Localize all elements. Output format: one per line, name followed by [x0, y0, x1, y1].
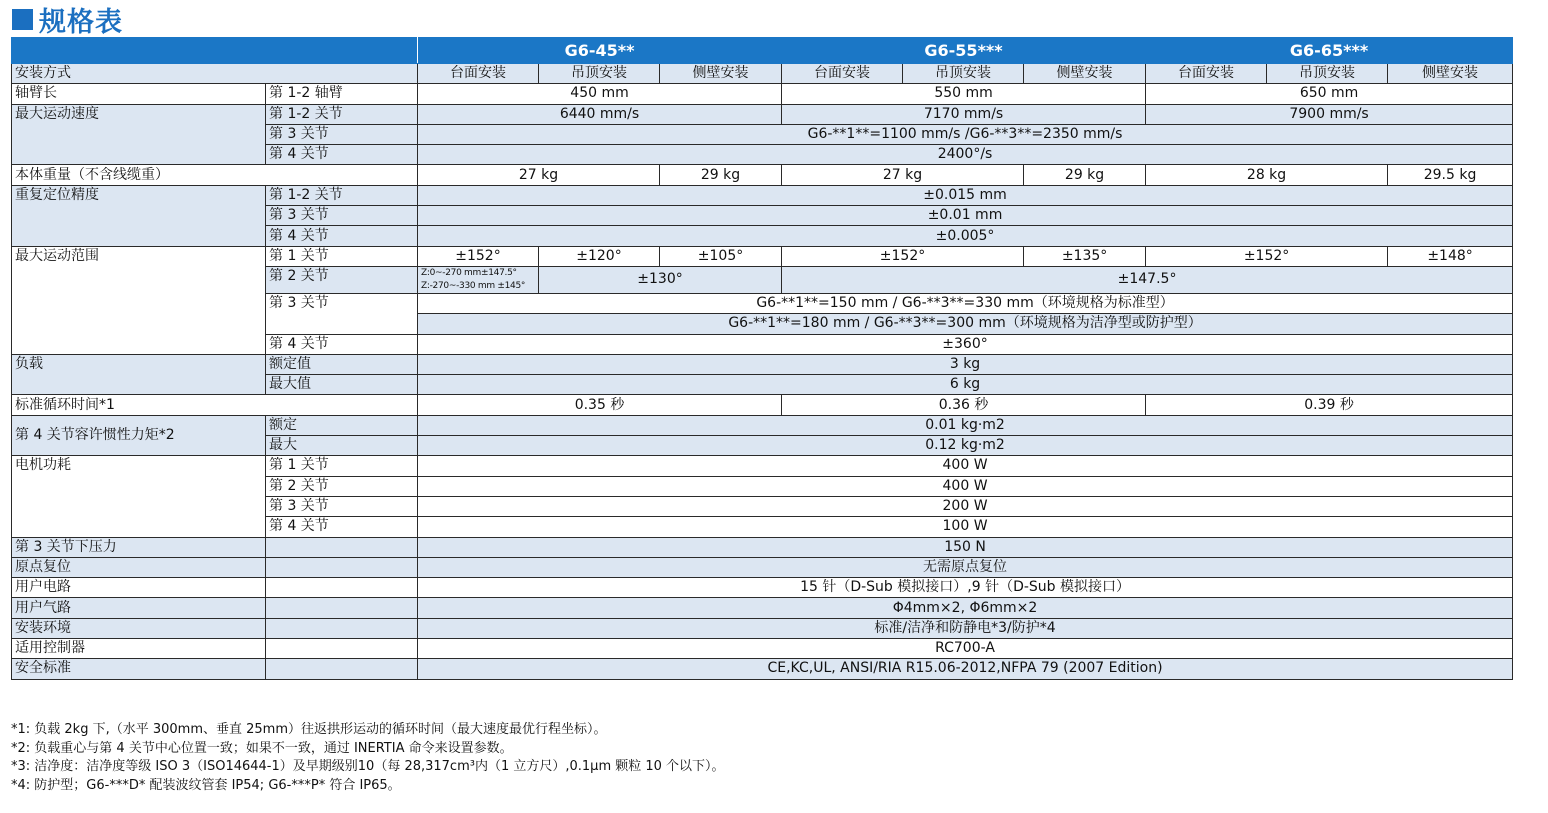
cell-value: ±130° [539, 266, 782, 293]
page-title [12, 2, 123, 36]
row-sublabel: 第 4 关节 [266, 226, 418, 246]
misc-row [12, 618, 1513, 638]
row-sublabel: 第 1-2 轴臂 [266, 84, 418, 104]
header-blank [12, 38, 418, 64]
row-label: 负载 [12, 354, 266, 395]
repeat-row [12, 185, 1513, 205]
cell-value: 400 W [418, 476, 1513, 496]
cell-value: 标准/洁净和防静电*3/防护*4 [418, 618, 1513, 638]
row-sublabel: 第 4 关节 [266, 334, 418, 354]
cell-value: 3 kg [418, 354, 1513, 374]
row-sublabel: 第 3 关节 [266, 124, 418, 144]
row-sublabel: 第 1-2 关节 [266, 104, 418, 124]
cell-value: ±135° [1024, 246, 1146, 266]
misc-row [12, 659, 1513, 679]
row-sublabel: 最大值 [266, 375, 418, 395]
cell-value: 0.39 秒 [1146, 395, 1513, 415]
payload-row [12, 354, 1513, 374]
cell-value: 29 kg [1024, 165, 1146, 185]
speed-row [12, 104, 1513, 124]
row-sublabel: 第 1-2 关节 [266, 185, 418, 205]
page-title-text: 规格表 [39, 6, 123, 38]
mount-row [12, 64, 1513, 84]
row-sublabel: 第 3 关节 [266, 206, 418, 226]
row-sublabel: 第 2 关节 [266, 476, 418, 496]
row-label: 轴臂长 [12, 84, 266, 104]
inertia-row [12, 415, 1513, 435]
cell-value: CE,KC,UL, ANSI/RIA R15.06-2012,NFPA 79 (2007 Edition) [418, 659, 1513, 679]
cell-value: ±120° [539, 246, 660, 266]
cell-value: G6-**1**=180 mm / G6-**3**=300 mm（环境规格为洁净型或防护型） [418, 314, 1513, 334]
footnote: *4: 防护型；G6-***D* 配装波纹管套 IP54; G6-***P* 符合 IP65。 [11, 777, 401, 793]
cell-value: 2400°/s [418, 145, 1513, 165]
j2-note-line: Z:-270~-330 mm ±145° [421, 280, 526, 291]
model-g6-55: G6-55*** [782, 38, 1146, 64]
cell-value: 200 W [418, 496, 1513, 516]
row-label: 最大运动范围 [12, 246, 266, 354]
row-sublabel-empty [266, 618, 418, 638]
cell-value: 15 针（D-Sub 模拟接口）,9 针（D-Sub 模拟接口） [418, 578, 1513, 598]
mount-type: 台面安装 [782, 64, 903, 84]
mount-type: 侧壁安装 [1388, 64, 1513, 84]
cell-value: ±148° [1388, 246, 1513, 266]
cell-value: 6 kg [418, 375, 1513, 395]
misc-row [12, 578, 1513, 598]
row-sublabel-empty [266, 639, 418, 659]
cell-value: 0.36 秒 [782, 395, 1146, 415]
cycle-row [12, 395, 1513, 415]
cell-value: 7170 mm/s [782, 104, 1146, 124]
cell-value: ±360° [418, 334, 1513, 354]
row-label: 适用控制器 [12, 639, 266, 659]
row-label: 用户电路 [12, 578, 266, 598]
cell-value: G6-**1**=1100 mm/s /G6-**3**=2350 mm/s [418, 124, 1513, 144]
misc-row [12, 557, 1513, 577]
spec-table [11, 37, 1513, 680]
footnotes [11, 721, 725, 795]
mount-type: 侧壁安装 [1024, 64, 1146, 84]
cell-value: 6440 mm/s [418, 104, 782, 124]
cell-value: 650 mm [1146, 84, 1513, 104]
mount-type: 吊顶安装 [1267, 64, 1388, 84]
row-sublabel-empty [266, 659, 418, 679]
footnote: *2: 负载重心与第 4 关节中心位置一致；如果不一致，通过 INERTIA 命令来设置参数。 [11, 740, 513, 756]
model-g6-65: G6-65*** [1146, 38, 1513, 64]
mount-type: 吊顶安装 [539, 64, 660, 84]
misc-row [12, 639, 1513, 659]
j2-note-cell [418, 266, 539, 293]
cell-value: G6-**1**=150 mm / G6-**3**=330 mm（环境规格为标准型） [418, 293, 1513, 313]
mount-type: 台面安装 [1146, 64, 1267, 84]
cell-value: ±105° [660, 246, 782, 266]
row-label: 重复定位精度 [12, 185, 266, 246]
row-label: 用户气路 [12, 598, 266, 618]
cell-value: 29.5 kg [1388, 165, 1513, 185]
misc-row [12, 598, 1513, 618]
row-label: 安全标准 [12, 659, 266, 679]
cell-value: RC700-A [418, 639, 1513, 659]
row-label: 安装方式 [12, 64, 418, 84]
cell-value: 400 W [418, 456, 1513, 476]
cell-value: ±0.015 mm [418, 185, 1513, 205]
motor-row [12, 456, 1513, 476]
row-sublabel: 额定值 [266, 354, 418, 374]
row-label: 最大运动速度 [12, 104, 266, 165]
cell-value: 0.35 秒 [418, 395, 782, 415]
row-sublabel-empty [266, 578, 418, 598]
mount-type: 侧壁安装 [660, 64, 782, 84]
cell-value: ±152° [782, 246, 1024, 266]
cell-value: 0.12 kg·m2 [418, 436, 1513, 456]
range-row [12, 246, 1513, 266]
row-sublabel-empty [266, 598, 418, 618]
row-sublabel-empty [266, 557, 418, 577]
misc-row [12, 537, 1513, 557]
cell-value: Φ4mm×2, Φ6mm×2 [418, 598, 1513, 618]
cell-value: 28 kg [1146, 165, 1388, 185]
row-sublabel: 第 3 关节 [266, 293, 418, 334]
cell-value: 0.01 kg·m2 [418, 415, 1513, 435]
row-sublabel: 第 1 关节 [266, 246, 418, 266]
arm-row [12, 84, 1513, 104]
row-sublabel: 第 4 关节 [266, 517, 418, 537]
row-sublabel-empty [266, 537, 418, 557]
cell-value: ±0.01 mm [418, 206, 1513, 226]
row-label: 原点复位 [12, 557, 266, 577]
cell-value: ±152° [418, 246, 539, 266]
footnote: *3: 洁净度：洁净度等级 ISO 3（ISO14644-1）及早期级别10（每 28,317cm³内（1 立方尺）,0.1μm 颗粒 10 个以下）。 [11, 759, 725, 774]
cell-value: 550 mm [782, 84, 1146, 104]
cell-value: ±152° [1146, 246, 1388, 266]
row-sublabel: 第 3 关节 [266, 496, 418, 516]
cell-value: 150 N [418, 537, 1513, 557]
cell-value: 27 kg [782, 165, 1024, 185]
cell-value: 27 kg [418, 165, 660, 185]
cell-value: 450 mm [418, 84, 782, 104]
row-label: 第 4 关节容许惯性力矩*2 [12, 415, 266, 456]
footnote: *1: 负载 2kg 下,（水平 300mm、垂直 25mm）往返拱形运动的循环时间（最大速度最优行程坐标）。 [11, 722, 607, 737]
row-sublabel: 第 1 关节 [266, 456, 418, 476]
j2-note-line: Z:0~-270 mm±147.5° [421, 267, 517, 278]
cell-value: 无需原点复位 [418, 557, 1513, 577]
row-sublabel: 第 2 关节 [266, 266, 418, 293]
cell-value: 7900 mm/s [1146, 104, 1513, 124]
weight-row [12, 165, 1513, 185]
cell-value: ±147.5° [782, 266, 1513, 293]
row-label: 标准循环时间*1 [12, 395, 418, 415]
row-label: 本体重量（不含线缆重） [12, 165, 418, 185]
row-label: 第 3 关节下压力 [12, 537, 266, 557]
model-g6-45: G6-45** [418, 38, 782, 64]
title-square-icon [12, 9, 33, 30]
mount-type: 台面安装 [418, 64, 539, 84]
row-sublabel: 额定 [266, 415, 418, 435]
row-sublabel: 第 4 关节 [266, 145, 418, 165]
cell-value: 100 W [418, 517, 1513, 537]
row-label: 电机功耗 [12, 456, 266, 537]
cell-value: ±0.005° [418, 226, 1513, 246]
mount-type: 吊顶安装 [903, 64, 1024, 84]
header-row [12, 38, 1513, 64]
row-sublabel: 最大 [266, 436, 418, 456]
cell-value: 29 kg [660, 165, 782, 185]
row-label: 安装环境 [12, 618, 266, 638]
